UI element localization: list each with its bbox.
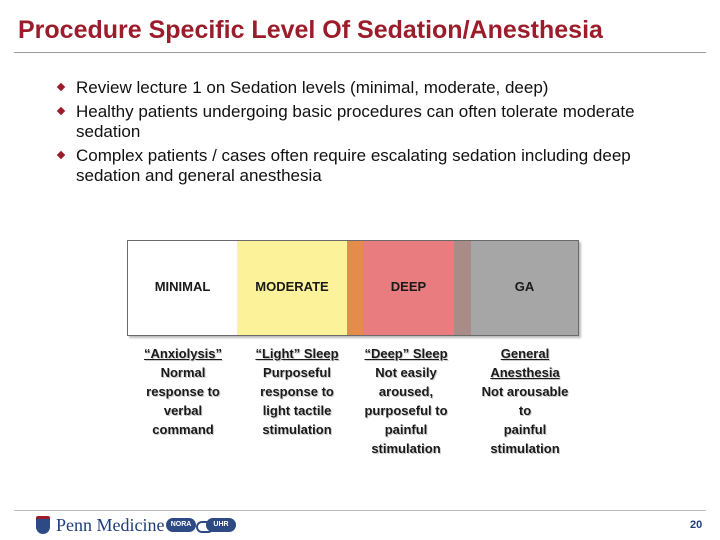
description-moderate xyxy=(241,344,353,439)
description-line: verbal xyxy=(163,403,203,418)
page-number: 20 xyxy=(690,519,703,531)
title-divider xyxy=(14,52,706,53)
scale-segment-ga xyxy=(471,241,578,335)
scale-transition-moderate-deep xyxy=(347,241,363,335)
scale-segment-minimal xyxy=(128,241,237,335)
footer-divider xyxy=(14,510,706,511)
description-ga xyxy=(466,344,584,458)
scale-label-minimal: MINIMAL xyxy=(154,279,211,294)
footer-logo-badge: NORA xyxy=(166,518,196,532)
scale-label-ga: GA xyxy=(514,279,535,294)
slide-title: Procedure Specific Level Of Sedation/Anesthesia xyxy=(18,16,603,44)
description-line: painful xyxy=(503,422,547,437)
description-heading: “Deep” Sleep xyxy=(364,346,448,361)
scale-transition-deep-ga xyxy=(454,241,471,335)
bullet-item xyxy=(56,78,676,98)
brand-name: Penn Medicine xyxy=(56,515,165,535)
description-line: painful xyxy=(384,422,428,437)
description-line: Purposeful xyxy=(263,365,331,380)
scale-segment-deep xyxy=(363,241,454,335)
description-line: response to xyxy=(260,384,334,399)
description-heading: Anesthesia xyxy=(490,365,560,380)
description-line: stimulation xyxy=(490,441,560,456)
description-minimal xyxy=(127,344,239,439)
diamond-bullet-icon xyxy=(57,83,65,91)
scale-label-moderate: MODERATE xyxy=(255,279,329,294)
diamond-bullet-icon xyxy=(57,107,65,115)
description-line: to xyxy=(518,403,532,418)
description-heading: “Anxiolysis” xyxy=(143,346,223,361)
bullet-item xyxy=(56,102,676,142)
diamond-bullet-icon xyxy=(57,151,65,159)
bullet-item xyxy=(56,146,676,186)
bullet-list xyxy=(56,78,676,190)
description-line: Normal xyxy=(160,365,206,380)
description-line: Not arousable xyxy=(481,384,569,399)
bullet-text: Complex patients / cases often require escalating sedation including deep sedation and general anesthesia xyxy=(76,146,631,185)
footer-logo-badge: UHR xyxy=(206,518,236,532)
penn-shield-icon xyxy=(36,516,50,534)
scale-segment-moderate xyxy=(237,241,347,335)
description-line: stimulation xyxy=(262,422,332,437)
bullet-text: Healthy patients undergoing basic procedures can often tolerate moderate sedation xyxy=(76,102,635,141)
description-deep xyxy=(350,344,462,458)
description-line: aroused, xyxy=(378,384,434,399)
scale-label-deep: DEEP xyxy=(390,279,427,294)
description-line: purposeful to xyxy=(364,403,448,418)
bullet-text: Review lecture 1 on Sedation levels (minimal, moderate, deep) xyxy=(76,78,549,97)
description-line: stimulation xyxy=(371,441,441,456)
description-line: command xyxy=(152,422,214,437)
sedation-scale xyxy=(127,240,579,336)
description-line: light tactile xyxy=(262,403,332,418)
description-line: response to xyxy=(146,384,220,399)
description-heading: General xyxy=(500,346,550,361)
description-heading: “Light” Sleep xyxy=(255,346,339,361)
description-line: Not easily xyxy=(375,365,437,380)
